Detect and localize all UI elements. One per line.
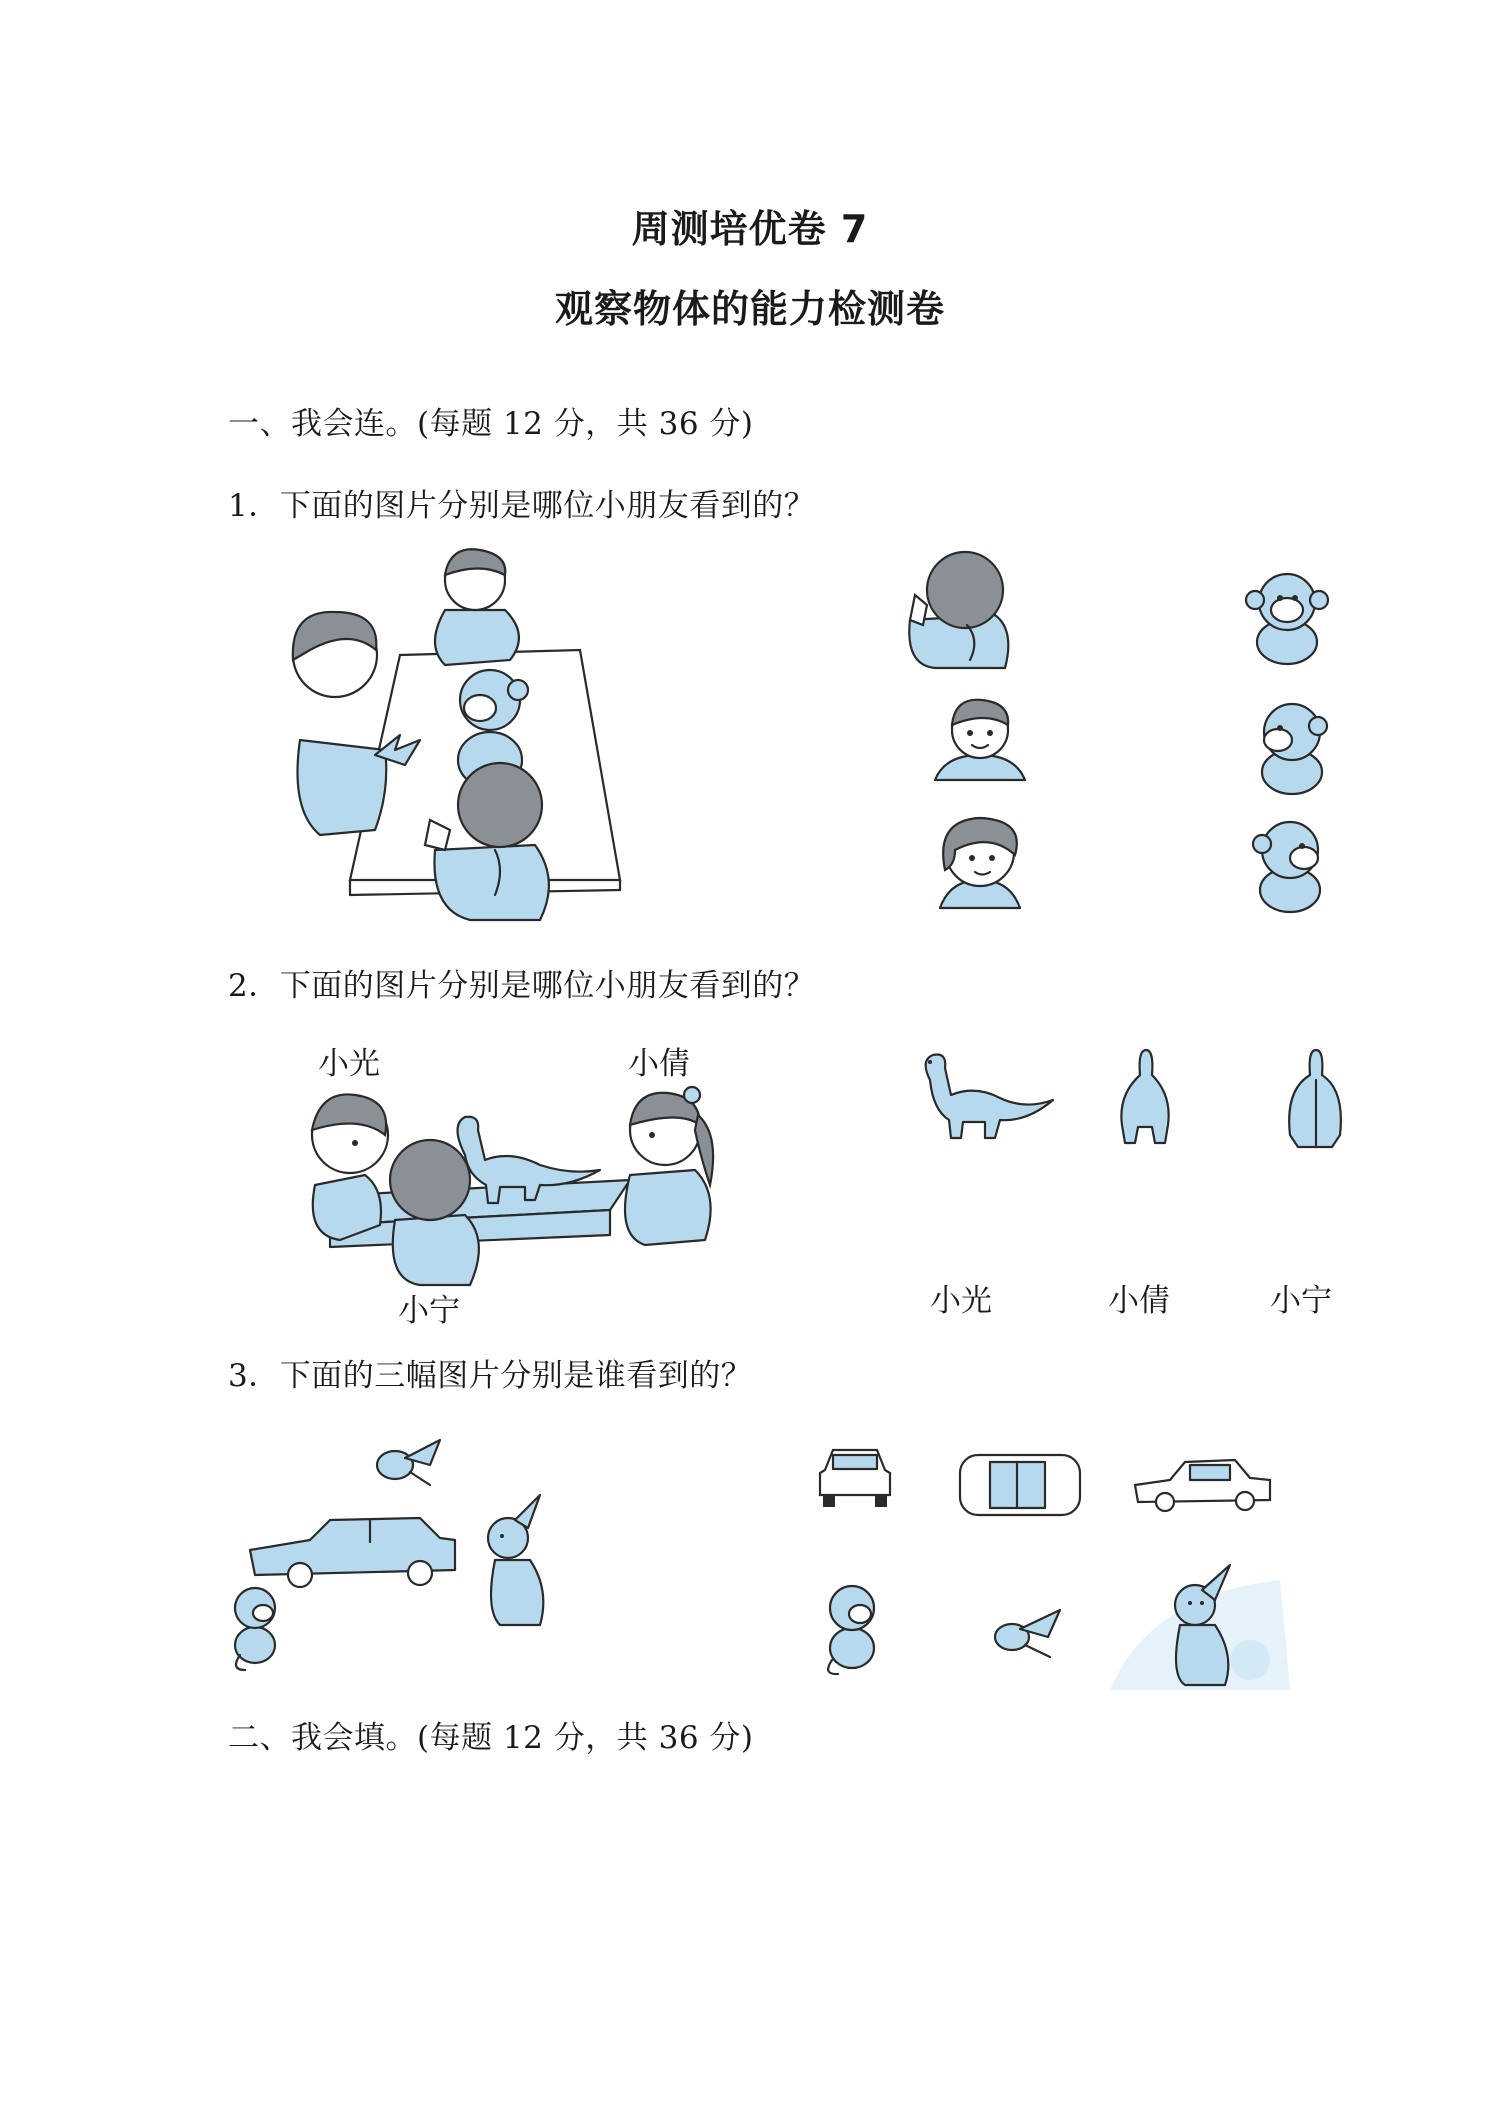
- q1-view-girl-front: [930, 810, 1030, 910]
- page-subtitle: 观察物体的能力检测卷: [554, 287, 945, 331]
- page-title: 周测培优卷 7: [631, 207, 869, 251]
- q3-bird: [377, 1440, 440, 1485]
- q1-view-monkey-other-side: [1250, 818, 1330, 913]
- q3-view-rabbit: [1110, 1555, 1290, 1690]
- q2-scene-name-xiaoning: 小宁: [398, 1293, 460, 1329]
- q3-rabbit: [488, 1495, 543, 1625]
- section-heading-2: 二、我会填。(每题 12 分，共 36 分): [228, 1720, 754, 1756]
- q3-monkey: [235, 1588, 275, 1670]
- q3-view-car-front: [815, 1445, 895, 1510]
- q2-view-name-xiaoqian: 小倩: [1108, 1283, 1170, 1319]
- question-3: 3．下面的三幅图片分别是谁看到的？: [228, 1358, 753, 1394]
- q2-view-dinosaur-side: [915, 1050, 1055, 1140]
- q2-scene-illustration: [300, 1075, 720, 1285]
- q2-scene-name-xiaoguang: 小光: [318, 1046, 380, 1082]
- question-1: 1．下面的图片分别是哪位小朋友看到的？: [228, 488, 816, 524]
- q1-view-monkey-side: [1250, 700, 1330, 795]
- question-2: 2．下面的图片分别是哪位小朋友看到的？: [228, 968, 816, 1004]
- q2-scene-name-xiaoqian: 小倩: [628, 1046, 690, 1082]
- q3-scene-illustration: [230, 1440, 580, 1670]
- q2-view-name-xiaoguang: 小光: [930, 1283, 992, 1319]
- q3-view-car-side: [1130, 1450, 1280, 1515]
- q2-view-name-xiaoning: 小宁: [1270, 1283, 1332, 1319]
- q1-scene-illustration: [280, 550, 640, 920]
- q2-view-dinosaur-front: [1110, 1045, 1180, 1145]
- q1-view-monkey-front: [1245, 570, 1330, 665]
- q2-view-dinosaur-back: [1280, 1045, 1350, 1150]
- q1-boy-top: [435, 549, 519, 665]
- q3-view-bird: [990, 1605, 1065, 1660]
- q3-view-car-top: [955, 1450, 1085, 1520]
- q2-girl-xiaoqian: [625, 1087, 713, 1245]
- section-heading-1: 一、我会连。(每题 12 分，共 36 分): [228, 406, 754, 442]
- q1-view-girl-back: [905, 550, 1015, 670]
- q1-view-boy-front: [930, 695, 1030, 785]
- q3-view-monkey: [820, 1580, 890, 1675]
- q2-boy-xiaoguang: [312, 1094, 388, 1240]
- q3-car: [250, 1518, 455, 1587]
